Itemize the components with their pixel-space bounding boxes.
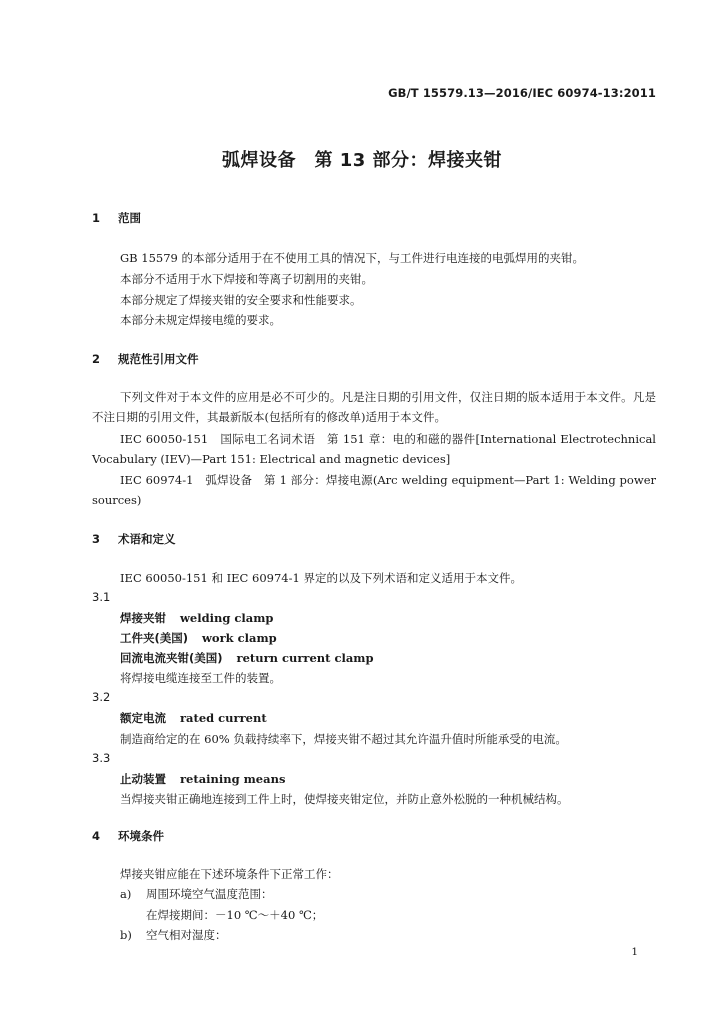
reference-entry: IEC 60050-151 国际电工名词术语 第 151 章：电的和磁的器件[International Electrotechnical Vocabulary (IEV)—Part 151: Electrical and magnetic devices] <box>92 432 656 466</box>
list-item <box>120 927 227 943</box>
list-sub-item: 在焊接期间：－10 ℃～＋40 ℃； <box>146 908 324 922</box>
clause-number: 3.2 <box>92 690 111 704</box>
paragraph: 下列文件对于本文件的应用是必不可少的。凡是注日期的引用文件，仅注日期的版本适用于本文件。凡是不注日期的引用文件，其最新版本(包括所有的修改单)适用于本文件。 <box>92 390 656 424</box>
section-title: 规范性引用文件 <box>118 352 199 366</box>
document-title: 弧焊设备 第 13 部分：焊接夹钳 <box>221 150 503 171</box>
term-entry <box>120 771 285 787</box>
paragraph: IEC 60050-151 和 IEC 60974-1 界定的以及下列术语和定义适用于本文件。 <box>120 571 522 585</box>
term-en: work clamp <box>202 631 277 645</box>
section-title: 范围 <box>118 211 141 225</box>
paragraph: 本部分不适用于水下焊接和等离子切割用的夹钳。 <box>120 272 373 286</box>
reference-entry: IEC 60974-1 弧焊设备 第 1 部分：焊接电源(Arc welding equipment—Part 1: Welding power sources) <box>92 473 656 507</box>
list-item <box>120 886 273 902</box>
section-1-heading <box>92 210 141 226</box>
section-number: 3 <box>92 532 101 546</box>
definition: 将焊接电缆连接至工件的装置。 <box>120 671 281 685</box>
standard-number: GB/T 15579.13—2016/IEC 60974-13:2011 <box>388 86 656 100</box>
term-zh: 额定电流 <box>120 711 166 725</box>
paragraph: GB 15579 的本部分适用于在不使用工具的情况下，与工件进行电连接的电弧焊用的夹钳。 <box>120 251 585 265</box>
term-en: welding clamp <box>180 611 274 625</box>
section-2-heading <box>92 351 199 367</box>
term-zh: 回流电流夹钳(美国) <box>120 651 223 665</box>
list-label: a) <box>120 887 132 901</box>
term-entry <box>120 610 273 626</box>
term-zh: 工件夹(美国) <box>120 631 189 645</box>
section-number: 4 <box>92 829 101 843</box>
term-en: rated current <box>180 711 267 725</box>
term-entry <box>120 650 374 666</box>
section-title: 术语和定义 <box>118 532 176 546</box>
clause-number: 3.3 <box>92 751 111 765</box>
clause-number: 3.1 <box>92 590 111 604</box>
term-zh: 焊接夹钳 <box>120 611 166 625</box>
list-text: 空气相对湿度： <box>146 928 227 942</box>
paragraph: 焊接夹钳应能在下述环境条件下正常工作： <box>120 867 339 881</box>
term-entry <box>120 630 277 646</box>
term-zh: 止动装置 <box>120 772 166 786</box>
page-number: 1 <box>631 946 638 958</box>
section-title: 环境条件 <box>118 829 164 843</box>
term-entry <box>120 710 267 726</box>
term-en: return current clamp <box>236 651 374 665</box>
section-number: 1 <box>92 211 101 225</box>
definition: 制造商给定的在 60% 负载持续率下，焊接夹钳不超过其允许温升值时所能承受的电流。 <box>120 732 567 746</box>
paragraph: 本部分未规定焊接电缆的要求。 <box>120 313 281 327</box>
definition: 当焊接夹钳正确地连接到工件上时，使焊接夹钳定位，并防止意外松脱的一种机械结构。 <box>120 792 569 806</box>
section-number: 2 <box>92 352 101 366</box>
term-en: retaining means <box>180 772 286 786</box>
section-3-heading <box>92 531 176 547</box>
list-label: b) <box>120 928 132 942</box>
section-4-heading <box>92 828 164 844</box>
paragraph: 本部分规定了焊接夹钳的安全要求和性能要求。 <box>120 293 362 307</box>
list-text: 周围环境空气温度范围： <box>146 887 273 901</box>
